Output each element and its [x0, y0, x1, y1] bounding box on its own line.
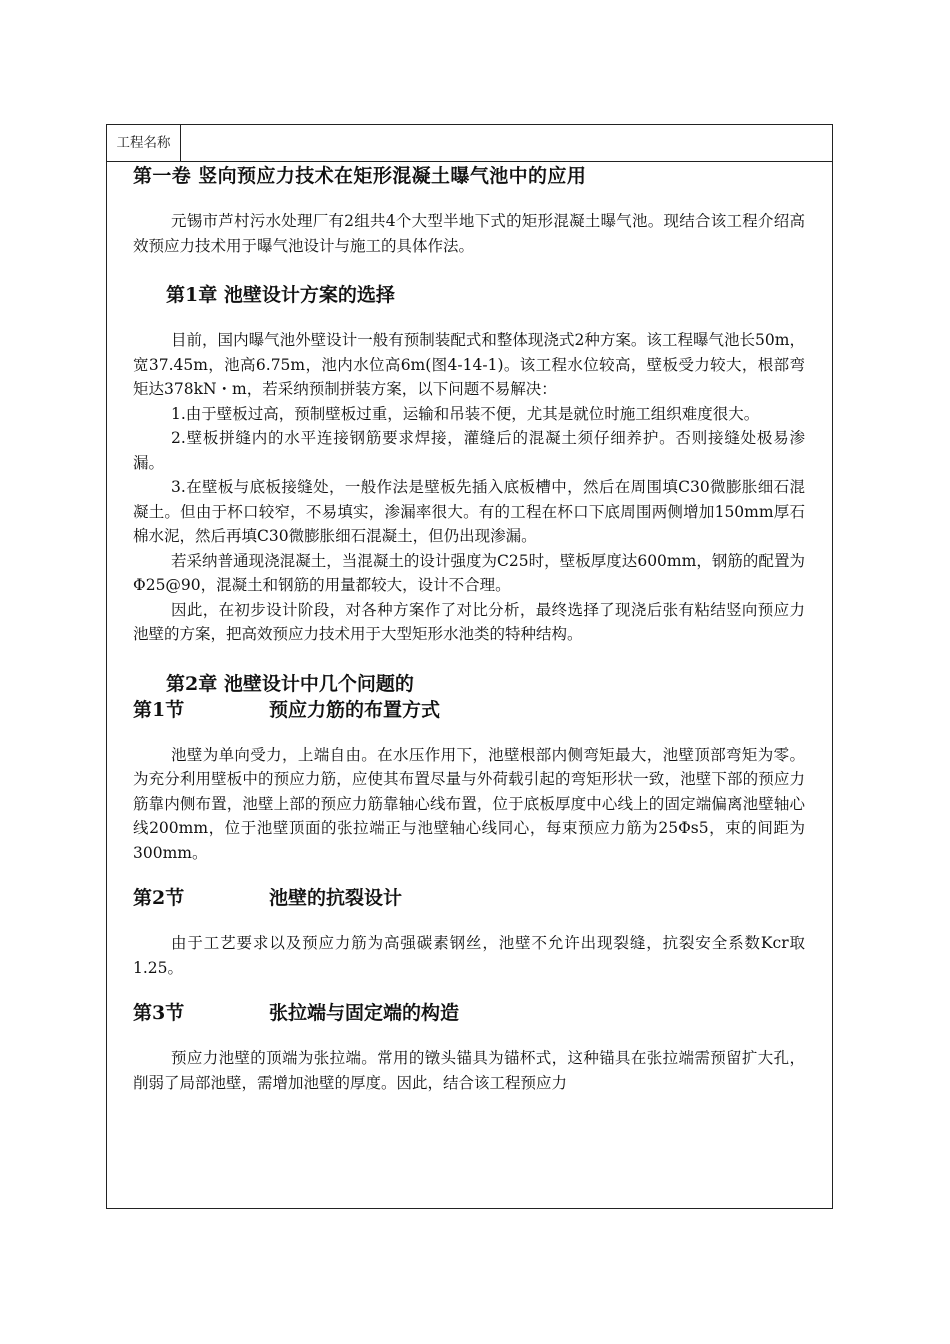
section-number: 第3节: [133, 1002, 185, 1024]
chapter-2-title: 第2章 池壁设计中几个问题的: [166, 672, 414, 695]
intro-paragraph: 元锡市芦村污水处理厂有2组共4个大型半地下式的矩形混凝土曝气池。现结合该工程介绍高效预应力技术用于曝气池设计与施工的具体作法。: [133, 212, 805, 255]
section-1-heading: [133, 697, 805, 723]
section-2-heading: [133, 885, 805, 911]
section-number: 第1节: [133, 698, 185, 721]
section-1-paragraph: 池壁为单向受力，上端自由。在水压作用下，池壁根部内侧弯矩最大，池壁顶部弯矩为零。为充分利用壁板中的预应力筋，应使其布置尽量与外荷载引起的弯矩形状一致，池壁下部的预应力筋靠内侧布置，池壁上部的预应力筋靠轴心线布置，位于底板厚度中心线上的固定端偏离池壁轴心线200mm，位于池壁顶面的张拉端正与池壁轴心线同心，每束预应力筋为25Φs5，束的间距为300mm。: [133, 745, 805, 862]
header-row: [107, 125, 832, 162]
chapter-1-item-3: 3.在壁板与底板接缝处，一般作法是壁板先插入底板槽中，然后在周围填C30微膨胀细石混凝土。但由于杯口较窄，不易填实，渗漏率很大。有的工程在杯口下底周围两侧增加150mm厚石棉水泥，然后再填C30微膨胀细石混凝土，但仍出现渗漏。: [133, 478, 805, 545]
section-number: 第2节: [133, 887, 185, 909]
section-3-heading: [133, 1000, 805, 1026]
volume-title: 第一卷 竖向预应力技术在矩形混凝土曝气池中的应用: [133, 165, 587, 187]
project-name-label: 工程名称: [107, 125, 181, 161]
chapter-1-paragraph: 因此，在初步设计阶段，对各种方案作了对比分析，最终选择了现浇后张有粘结竖向预应力池壁的方案，把高效预应力技术用于大型矩形水池类的特种结构。: [133, 600, 805, 643]
chapter-1-paragraph: 若采纳普通现浇混凝土，当混凝土的设计强度为C25时，壁板厚度达600mm，钢筋的配置为Φ25@90，混凝土和钢筋的用量都较大，设计不合理。: [133, 551, 805, 594]
section-3-paragraph: 预应力池壁的顶端为张拉端。常用的镦头锚具为锚杯式，这种锚具在张拉端需预留扩大孔，削弱了局部池壁，需增加池壁的厚度。因此，结合该工程预应力: [133, 1049, 805, 1092]
document-body: [133, 162, 805, 1095]
chapter-1-paragraph: 目前，国内曝气池外壁设计一般有预制装配式和整体现浇式2种方案。该工程曝气池长50m，宽37.45m，池高6.75m，池内水位高6m(图4-14-1)。该工程水位较高，壁板受力较大，根部弯矩达378kN・m，若采纳预制拼装方案，以下问题不易解决：: [133, 331, 805, 398]
project-name-value: [181, 125, 832, 161]
section-title: 张拉端与固定端的构造: [269, 1002, 460, 1024]
section-title: 池壁的抗裂设计: [269, 887, 403, 909]
chapter-1-item-1: 1.由于壁板过高，预制壁板过重，运输和吊装不便，尤其是就位时施工组织难度很大。: [171, 404, 760, 423]
chapter-1-item-2: 2.壁板拼缝内的水平连接钢筋要求焊接，灌缝后的混凝土须仔细养护。否则接缝处极易渗漏。: [133, 429, 805, 472]
chapter-1-title: 第1章 池壁设计方案的选择: [166, 284, 395, 306]
section-2-paragraph: 由于工艺要求以及预应力筋为高强碳素钢丝，池壁不允许出现裂缝，抗裂安全系数Kcr取1.25。: [133, 934, 805, 977]
section-title: 预应力筋的布置方式: [269, 698, 441, 721]
document-frame: [106, 124, 833, 1209]
